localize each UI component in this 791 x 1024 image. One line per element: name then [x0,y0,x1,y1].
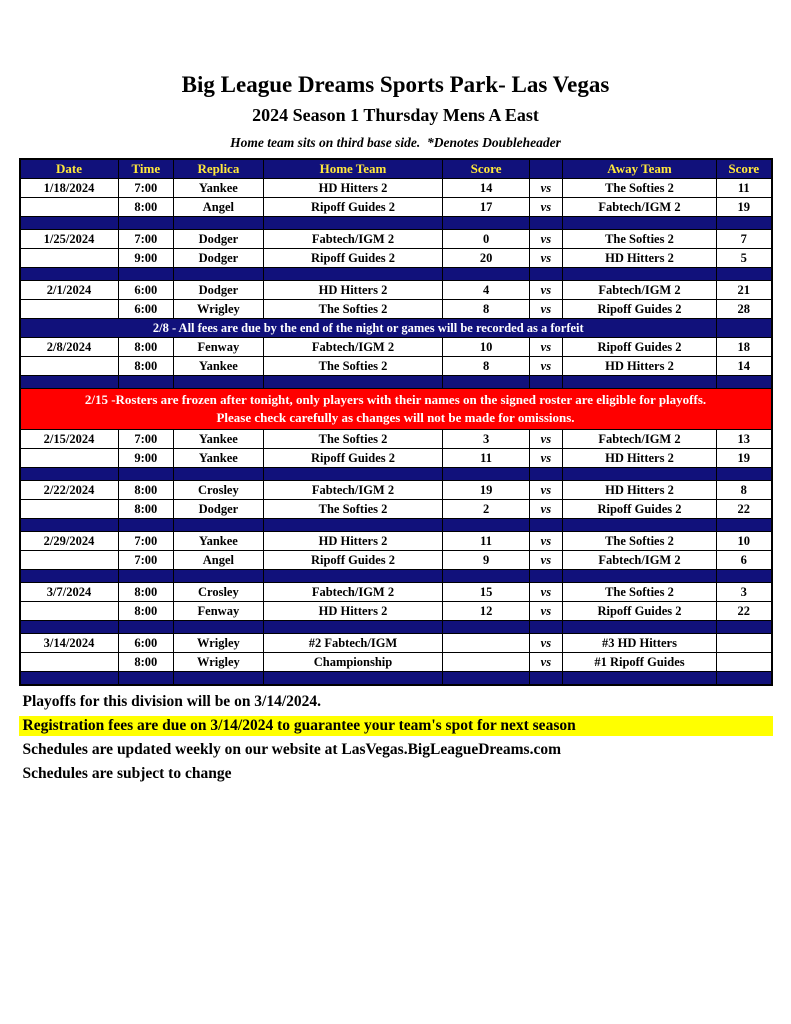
schedule-table [19,158,773,686]
season-subtitle: 2024 Season 1 Thursday Mens A East [252,105,539,125]
separator-cell [529,672,562,686]
game-row [20,430,772,449]
separator-cell [20,268,119,281]
game-row [20,634,772,653]
away-team-cell: The Softies 2 [562,179,716,198]
home-score-cell: 15 [443,583,529,602]
col-header-date: Date [20,159,119,179]
away-score-cell: 13 [717,430,772,449]
home-score-cell [443,634,529,653]
game-row [20,230,772,249]
separator-cell [717,468,772,481]
time-cell: 6:00 [118,300,174,319]
replica-cell: Angel [174,198,263,217]
website-note: Schedules are updated weekly on our website at LasVegas.BigLeagueDreams.com [22,741,561,759]
separator-row [20,519,772,532]
replica-cell: Crosley [174,481,263,500]
vs-label: vs [529,300,562,319]
date-cell [20,500,119,519]
time-cell: 8:00 [118,500,174,519]
separator-cell [118,672,174,686]
date-cell: 3/14/2024 [20,634,119,653]
game-row [20,338,772,357]
home-score-cell: 8 [443,357,529,376]
time-cell: 6:00 [118,634,174,653]
home-score-cell: 4 [443,281,529,300]
roster-notice-row [20,389,772,430]
separator-cell [263,217,443,230]
home-team-cell: The Softies 2 [263,300,443,319]
time-cell: 8:00 [118,357,174,376]
col-header-away-score: Score [717,159,772,179]
separator-cell [717,621,772,634]
away-score-cell: 3 [717,583,772,602]
home-score-cell: 14 [443,179,529,198]
date-cell [20,300,119,319]
separator-cell [529,217,562,230]
away-team-cell: HD Hitters 2 [562,449,716,468]
away-score-cell: 21 [717,281,772,300]
time-cell: 9:00 [118,249,174,268]
away-score-cell: 6 [717,551,772,570]
away-score-cell: 8 [717,481,772,500]
separator-cell [263,621,443,634]
home-team-cell: Ripoff Guides 2 [263,198,443,217]
time-cell: 6:00 [118,281,174,300]
separator-cell [562,519,716,532]
away-team-cell: The Softies 2 [562,583,716,602]
date-cell: 2/29/2024 [20,532,119,551]
fees-notice-text: 2/8 - All fees are due by the end of the night or games will be recorded as a forfeit [20,319,717,338]
separator-cell [263,519,443,532]
separator-cell [118,217,174,230]
date-cell: 2/15/2024 [20,430,119,449]
home-team-cell: Fabtech/IGM 2 [263,481,443,500]
time-cell: 9:00 [118,449,174,468]
away-team-cell: The Softies 2 [562,532,716,551]
date-cell [20,357,119,376]
replica-cell: Dodger [174,230,263,249]
vs-label: vs [529,634,562,653]
replica-cell: Yankee [174,449,263,468]
home-score-cell [443,653,529,672]
separator-cell [20,376,119,389]
replica-cell: Dodger [174,249,263,268]
time-cell: 8:00 [118,198,174,217]
away-score-cell [717,634,772,653]
separator-cell [529,468,562,481]
separator-cell [118,468,174,481]
roster-notice-line: Please check carefully as changes will not be made for omissions. [216,410,575,426]
game-row [20,500,772,519]
separator-cell [529,570,562,583]
separator-cell [562,376,716,389]
vs-label: vs [529,653,562,672]
game-row [20,179,772,198]
replica-cell: Angel [174,551,263,570]
home-score-cell: 11 [443,532,529,551]
separator-cell [118,570,174,583]
home-score-cell: 10 [443,338,529,357]
separator-cell [174,268,263,281]
separator-cell [529,376,562,389]
separator-cell [529,268,562,281]
game-row [20,198,772,217]
separator-cell [443,672,529,686]
separator-cell [443,519,529,532]
col-header-away-team: Away Team [562,159,716,179]
separator-cell [263,376,443,389]
separator-cell [20,621,119,634]
home-score-cell: 8 [443,300,529,319]
date-cell: 2/8/2024 [20,338,119,357]
vs-label: vs [529,500,562,519]
separator-row [20,268,772,281]
replica-cell: Dodger [174,500,263,519]
date-cell [20,198,119,217]
time-cell: 7:00 [118,179,174,198]
away-team-cell: #1 Ripoff Guides [562,653,716,672]
game-row [20,532,772,551]
time-cell: 8:00 [118,583,174,602]
away-team-cell: Fabtech/IGM 2 [562,198,716,217]
separator-cell [20,672,119,686]
vs-label: vs [529,230,562,249]
date-cell: 1/18/2024 [20,179,119,198]
separator-cell [529,621,562,634]
away-score-cell: 19 [717,449,772,468]
home-score-cell: 19 [443,481,529,500]
time-cell: 7:00 [118,532,174,551]
page-title: Big League Dreams Sports Park- Las Vegas [181,72,610,97]
date-cell: 3/7/2024 [20,583,119,602]
separator-cell [20,570,119,583]
roster-notice-line: 2/15 -Rosters are frozen after tonight, only players with their names on the signed roster are eligible for playoffs. [84,392,707,407]
separator-cell [263,468,443,481]
time-cell: 7:00 [118,230,174,249]
separator-row [20,468,772,481]
away-team-cell: Fabtech/IGM 2 [562,551,716,570]
home-team-cell: Fabtech/IGM 2 [263,338,443,357]
away-team-cell: Ripoff Guides 2 [562,300,716,319]
separator-cell [443,217,529,230]
date-cell [20,249,119,268]
home-score-cell: 2 [443,500,529,519]
time-cell: 8:00 [118,338,174,357]
separator-cell [562,468,716,481]
replica-cell: Yankee [174,179,263,198]
col-header-vs [529,159,562,179]
vs-label: vs [529,249,562,268]
footer-notes [19,692,773,784]
away-score-cell: 22 [717,602,772,621]
registration-fee-note: Registration fees are due on 3/14/2024 to guarantee your team's spot for next season [19,716,773,736]
separator-cell [562,570,716,583]
separator-cell [174,376,263,389]
roster-notice-text [20,389,772,430]
subject-to-change-note: Schedules are subject to change [22,765,232,783]
replica-cell: Yankee [174,430,263,449]
away-score-cell: 22 [717,500,772,519]
fees-notice-row [20,319,772,338]
home-team-cell: Championship [263,653,443,672]
col-header-home-team: Home Team [263,159,443,179]
home-score-cell: 17 [443,198,529,217]
replica-cell: Fenway [174,602,263,621]
col-header-time: Time [118,159,174,179]
home-team-cell: The Softies 2 [263,430,443,449]
time-cell: 8:00 [118,653,174,672]
separator-cell [174,672,263,686]
separator-row [20,217,772,230]
away-team-cell: Ripoff Guides 2 [562,500,716,519]
game-row [20,653,772,672]
away-score-cell: 11 [717,179,772,198]
vs-label: vs [529,179,562,198]
away-team-cell: The Softies 2 [562,230,716,249]
away-team-cell: Fabtech/IGM 2 [562,430,716,449]
vs-label: vs [529,198,562,217]
separator-cell [20,519,119,532]
away-team-cell: Ripoff Guides 2 [562,602,716,621]
separator-cell [174,519,263,532]
separator-cell [562,621,716,634]
away-team-cell: Fabtech/IGM 2 [562,281,716,300]
separator-cell [717,319,772,338]
away-score-cell: 28 [717,300,772,319]
vs-label: vs [529,449,562,468]
home-score-cell: 12 [443,602,529,621]
separator-cell [118,268,174,281]
separator-cell [174,217,263,230]
game-row [20,281,772,300]
home-team-cell: The Softies 2 [263,357,443,376]
home-score-cell: 3 [443,430,529,449]
separator-cell [562,672,716,686]
game-row [20,300,772,319]
away-score-cell [717,653,772,672]
separator-cell [174,621,263,634]
playoffs-note: Playoffs for this division will be on 3/14/2024. [22,693,322,711]
replica-cell: Wrigley [174,634,263,653]
table-header-row [20,159,772,179]
game-row [20,249,772,268]
separator-cell [717,376,772,389]
vs-label: vs [529,481,562,500]
vs-label: vs [529,583,562,602]
vs-label: vs [529,602,562,621]
away-score-cell: 5 [717,249,772,268]
separator-cell [263,570,443,583]
vs-label: vs [529,430,562,449]
home-team-cell: #2 Fabtech/IGM [263,634,443,653]
home-team-cell: Fabtech/IGM 2 [263,583,443,602]
separator-cell [443,570,529,583]
home-team-cell: Fabtech/IGM 2 [263,230,443,249]
away-team-cell: HD Hitters 2 [562,481,716,500]
time-cell: 8:00 [118,481,174,500]
home-team-cell: HD Hitters 2 [263,179,443,198]
away-score-cell: 7 [717,230,772,249]
date-cell: 1/25/2024 [20,230,119,249]
replica-cell: Crosley [174,583,263,602]
separator-cell [717,570,772,583]
date-cell: 2/22/2024 [20,481,119,500]
time-cell: 8:00 [118,602,174,621]
replica-cell: Wrigley [174,653,263,672]
separator-cell [174,570,263,583]
home-score-cell: 20 [443,249,529,268]
away-score-cell: 10 [717,532,772,551]
date-cell [20,449,119,468]
home-team-cell: Ripoff Guides 2 [263,249,443,268]
replica-cell: Yankee [174,357,263,376]
game-row [20,602,772,621]
home-team-cell: The Softies 2 [263,500,443,519]
home-score-cell: 9 [443,551,529,570]
home-team-cell: Ripoff Guides 2 [263,551,443,570]
game-row [20,481,772,500]
separator-row [20,621,772,634]
separator-cell [118,519,174,532]
away-score-cell: 18 [717,338,772,357]
away-team-cell: HD Hitters 2 [562,249,716,268]
home-team-cell: Ripoff Guides 2 [263,449,443,468]
vs-label: vs [529,532,562,551]
away-team-cell: HD Hitters 2 [562,357,716,376]
separator-row [20,570,772,583]
separator-cell [263,268,443,281]
game-row [20,449,772,468]
separator-cell [443,268,529,281]
replica-cell: Yankee [174,532,263,551]
col-header-replica: Replica [174,159,263,179]
date-cell [20,653,119,672]
replica-cell: Fenway [174,338,263,357]
home-team-cell: HD Hitters 2 [263,602,443,621]
separator-cell [174,468,263,481]
separator-cell [263,672,443,686]
separator-cell [20,217,119,230]
time-cell: 7:00 [118,551,174,570]
separator-cell [717,672,772,686]
separator-cell [443,376,529,389]
away-team-cell: Ripoff Guides 2 [562,338,716,357]
date-cell [20,551,119,570]
home-team-cell: HD Hitters 2 [263,281,443,300]
replica-cell: Wrigley [174,300,263,319]
separator-row [20,376,772,389]
replica-cell: Dodger [174,281,263,300]
separator-cell [529,519,562,532]
separator-cell [118,376,174,389]
home-score-cell: 0 [443,230,529,249]
game-row [20,357,772,376]
separator-cell [443,621,529,634]
vs-label: vs [529,338,562,357]
game-row [20,551,772,570]
vs-label: vs [529,357,562,376]
separator-cell [717,217,772,230]
vs-label: vs [529,281,562,300]
col-header-home-score: Score [443,159,529,179]
separator-row [20,672,772,686]
date-cell [20,602,119,621]
home-team-note: Home team sits on third base side. *Denotes Doubleheader [230,135,561,150]
separator-cell [443,468,529,481]
date-cell: 2/1/2024 [20,281,119,300]
home-score-cell: 11 [443,449,529,468]
separator-cell [717,268,772,281]
time-cell: 7:00 [118,430,174,449]
away-score-cell: 19 [717,198,772,217]
separator-cell [717,519,772,532]
away-team-cell: #3 HD Hitters [562,634,716,653]
separator-cell [562,268,716,281]
away-score-cell: 14 [717,357,772,376]
separator-cell [118,621,174,634]
game-row [20,583,772,602]
separator-cell [20,468,119,481]
vs-label: vs [529,551,562,570]
home-team-cell: HD Hitters 2 [263,532,443,551]
separator-cell [562,217,716,230]
